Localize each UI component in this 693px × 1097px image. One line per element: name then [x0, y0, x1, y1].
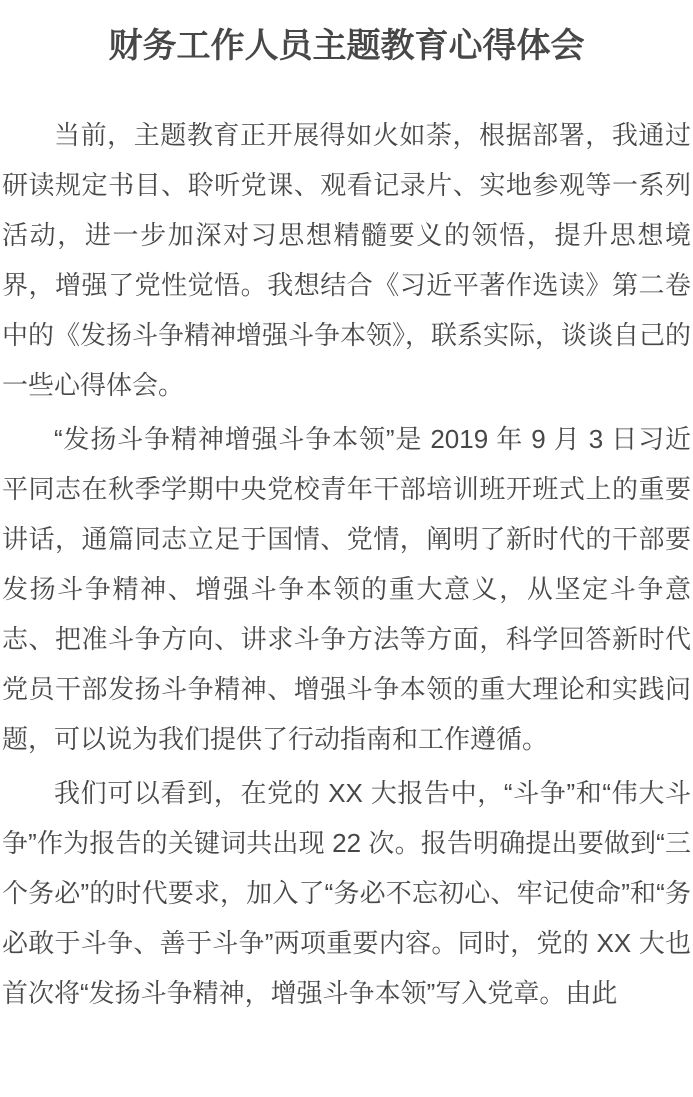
document-title: 财务工作人员主题教育心得体会 [108, 27, 585, 65]
document-body [2, 110, 691, 1018]
paragraph-2: “发扬斗争精神增强斗争本领”是 2019 年 9 月 3 日习近平同志在秋季学期中央党校青年干部培训班开班式上的重要讲话，通篇同志立足于国情、党情，阐明了新时代的干部要发扬斗争精神、增强斗争本领的重大意义，从坚定斗争意志、把准斗争方向、讲求斗争方法等方面，科学回答新时代党员干部发扬斗争精神、增强斗争本领的重大理论和实践问题，可以说为我们提供了行动指南和工作遵循。 [2, 424, 691, 754]
paragraph-3: 我们可以看到，在党的 XX 大报告中，“斗争”和“伟大斗争”作为报告的关键词共出现 22 次。报告明确提出要做到“三个务必”的时代要求，加入了“务必不忘初心、牢记使命”和“务必敢于斗争、善于斗争”两项重要内容。同时，党的 XX 大也首次将“发扬斗争精神，增强斗争本领”写入党章。由此 [2, 778, 691, 1008]
paragraph-1: 当前，主题教育正开展得如火如荼，根据部署，我通过研读规定书目、聆听党课、观看记录片、实地参观等一系列活动，进一步加深对习思想精髓要义的领悟，提升思想境界，增强了党性觉悟。我想结合《习近平著作选读》第二卷中的《发扬斗争精神增强斗争本领》，联系实际，谈谈自己的一些心得体会。 [2, 120, 692, 400]
